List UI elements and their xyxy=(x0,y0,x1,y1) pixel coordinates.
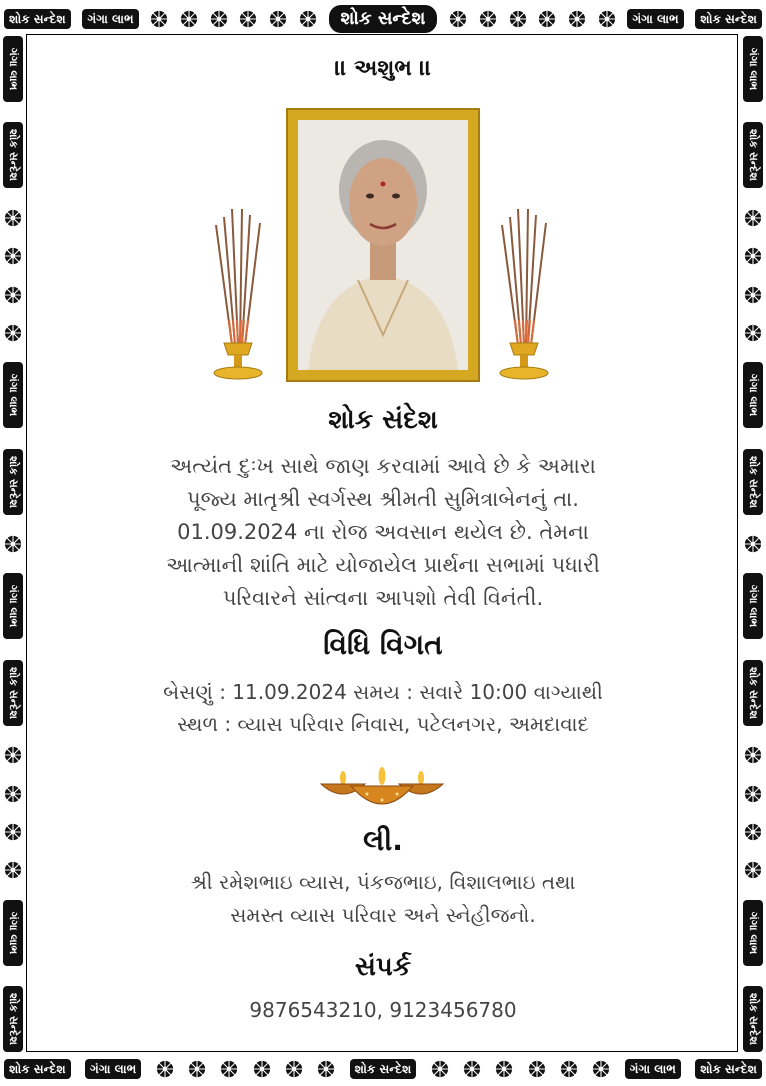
ritual-venue: સ્થળ : વ્યાસ પરિવાર નિવાસ, પટેલનગર, અમદાવાદ xyxy=(177,712,589,736)
badge-shok: શોક સન્દેશ xyxy=(695,9,762,29)
message-line: 01.09.2024 ના રોજ અવસાન થયેલ છે. તેમના xyxy=(177,520,589,544)
vertical-badge: ગંગા લાભ xyxy=(743,36,763,102)
flower-icon xyxy=(744,823,762,841)
contact-title: સંપર્ક xyxy=(354,952,412,982)
vertical-badge: ગંગા લાભ xyxy=(743,900,763,966)
vertical-badge: શોક સન્દેશ xyxy=(3,449,23,515)
vertical-badge: શોક સન્દેશ xyxy=(3,122,23,188)
vertical-badge: ગંગા લાભ xyxy=(3,362,23,428)
vertical-badge: ગંગા લાભ xyxy=(3,900,23,966)
flower-icon xyxy=(598,10,616,28)
badge-ganga: ગંગા લાભ xyxy=(82,9,138,29)
vertical-badge: શોક સન્દેશ xyxy=(3,986,23,1052)
message-line: પૂજ્ય માતૃશ્રી સ્વર્ગસ્થ શ્રીમતી સુમિત્રાબેનનું તા. xyxy=(187,487,579,511)
flower-icon xyxy=(317,1060,335,1078)
flower-icon xyxy=(150,10,168,28)
flower-icon xyxy=(156,1060,174,1078)
ritual-details-title: વિધિ વિગત xyxy=(323,628,443,661)
bottom-border xyxy=(0,1054,766,1084)
vertical-badge: શોક સન્દેશ xyxy=(743,986,763,1052)
ritual-details xyxy=(40,676,726,740)
flower-icon xyxy=(180,10,198,28)
right-border xyxy=(742,36,764,1052)
incense-stand-icon xyxy=(494,205,554,380)
flower-icon xyxy=(568,10,586,28)
flower-icon xyxy=(285,1060,303,1078)
from-names xyxy=(40,866,726,932)
flower-icon xyxy=(210,10,228,28)
flower-icon xyxy=(744,746,762,764)
vertical-badge: શોક સન્દેશ xyxy=(743,122,763,188)
bottom-center-title: શોક સન્દેશ xyxy=(350,1059,417,1079)
flower-icon xyxy=(479,10,497,28)
incense-stand-icon xyxy=(208,205,268,380)
ritual-date-time: બેસણું : 11.09.2024 સમય : સવારે 10:00 વાગ્યાથી xyxy=(163,680,603,704)
person-portrait-icon xyxy=(298,120,468,370)
portrait-photo xyxy=(288,110,478,380)
badge-shok: શોક સન્દેશ xyxy=(4,9,71,29)
vertical-badge: ગંગા લાભ xyxy=(743,362,763,428)
flower-icon xyxy=(538,10,556,28)
flower-icon xyxy=(4,746,22,764)
left-border xyxy=(2,36,24,1052)
condolence-message xyxy=(40,450,726,615)
flower-icon xyxy=(744,286,762,304)
from-line: શ્રી રમેશભાઇ વ્યાસ, પંકજભાઇ, વિશાલભાઇ તથા xyxy=(190,870,576,894)
message-line: પરિવારને સાંત્વના આપશો તેવી વિનંતી. xyxy=(222,586,544,610)
flower-icon xyxy=(239,10,257,28)
flower-icon xyxy=(744,247,762,265)
flower-icon xyxy=(560,1060,578,1078)
top-center-title: શોક સન્દેશ xyxy=(329,5,438,33)
flower-icon xyxy=(744,861,762,879)
flower-icon xyxy=(495,1060,513,1078)
flower-icon xyxy=(4,785,22,803)
flower-icon xyxy=(299,10,317,28)
vertical-badge: ગંગા લાભ xyxy=(3,573,23,639)
flower-icon xyxy=(744,785,762,803)
vertical-badge: ગંગા લાભ xyxy=(743,573,763,639)
condolence-title: શોક સંદેશ xyxy=(328,405,438,435)
flower-icon xyxy=(509,10,527,28)
vertical-badge: શોક સન્દેશ xyxy=(743,449,763,515)
flower-icon xyxy=(4,286,22,304)
vertical-badge: શોક સન્દેશ xyxy=(3,660,23,726)
flower-icon xyxy=(744,209,762,227)
top-border xyxy=(0,4,766,34)
vertical-badge: ગંગા લાભ xyxy=(3,36,23,102)
flower-icon xyxy=(528,1060,546,1078)
flower-icon xyxy=(4,209,22,227)
from-title: લી. xyxy=(363,824,403,857)
badge-ganga: ગંગા લાભ xyxy=(627,9,683,29)
badge-shok: શોક સન્દેશ xyxy=(695,1059,762,1079)
vertical-badge: શોક સન્દેશ xyxy=(743,660,763,726)
flower-icon xyxy=(4,861,22,879)
badge-ganga: ગંગા લાભ xyxy=(85,1059,141,1079)
flower-icon xyxy=(253,1060,271,1078)
flower-icon xyxy=(449,10,467,28)
flower-icon xyxy=(220,1060,238,1078)
flower-icon xyxy=(744,324,762,342)
message-line: અત્યંત દુઃખ સાથે જાણ કરવામાં આવે છે કે અમારા xyxy=(170,454,596,478)
from-line: સમસ્ત વ્યાસ પરિવાર અને સ્નેહીજનો. xyxy=(230,903,536,927)
diya-lamps-icon xyxy=(317,760,447,820)
flower-icon xyxy=(4,324,22,342)
badge-ganga: ગંગા લાભ xyxy=(625,1059,681,1079)
ashubh-heading: ।। અશુભ ।। xyxy=(334,56,432,81)
flower-icon xyxy=(188,1060,206,1078)
contact-phones: 9876543210, 9123456780 xyxy=(249,998,517,1022)
flower-icon xyxy=(4,535,22,553)
flower-icon xyxy=(744,535,762,553)
badge-shok: શોક સન્દેશ xyxy=(4,1059,71,1079)
message-line: આત્માની શાંતિ માટે યોજાયેલ પ્રાર્થના સભામાં પધારી xyxy=(166,553,600,577)
flower-icon xyxy=(269,10,287,28)
flower-icon xyxy=(4,247,22,265)
flower-icon xyxy=(431,1060,449,1078)
flower-icon xyxy=(592,1060,610,1078)
flower-icon xyxy=(463,1060,481,1078)
flower-icon xyxy=(4,823,22,841)
